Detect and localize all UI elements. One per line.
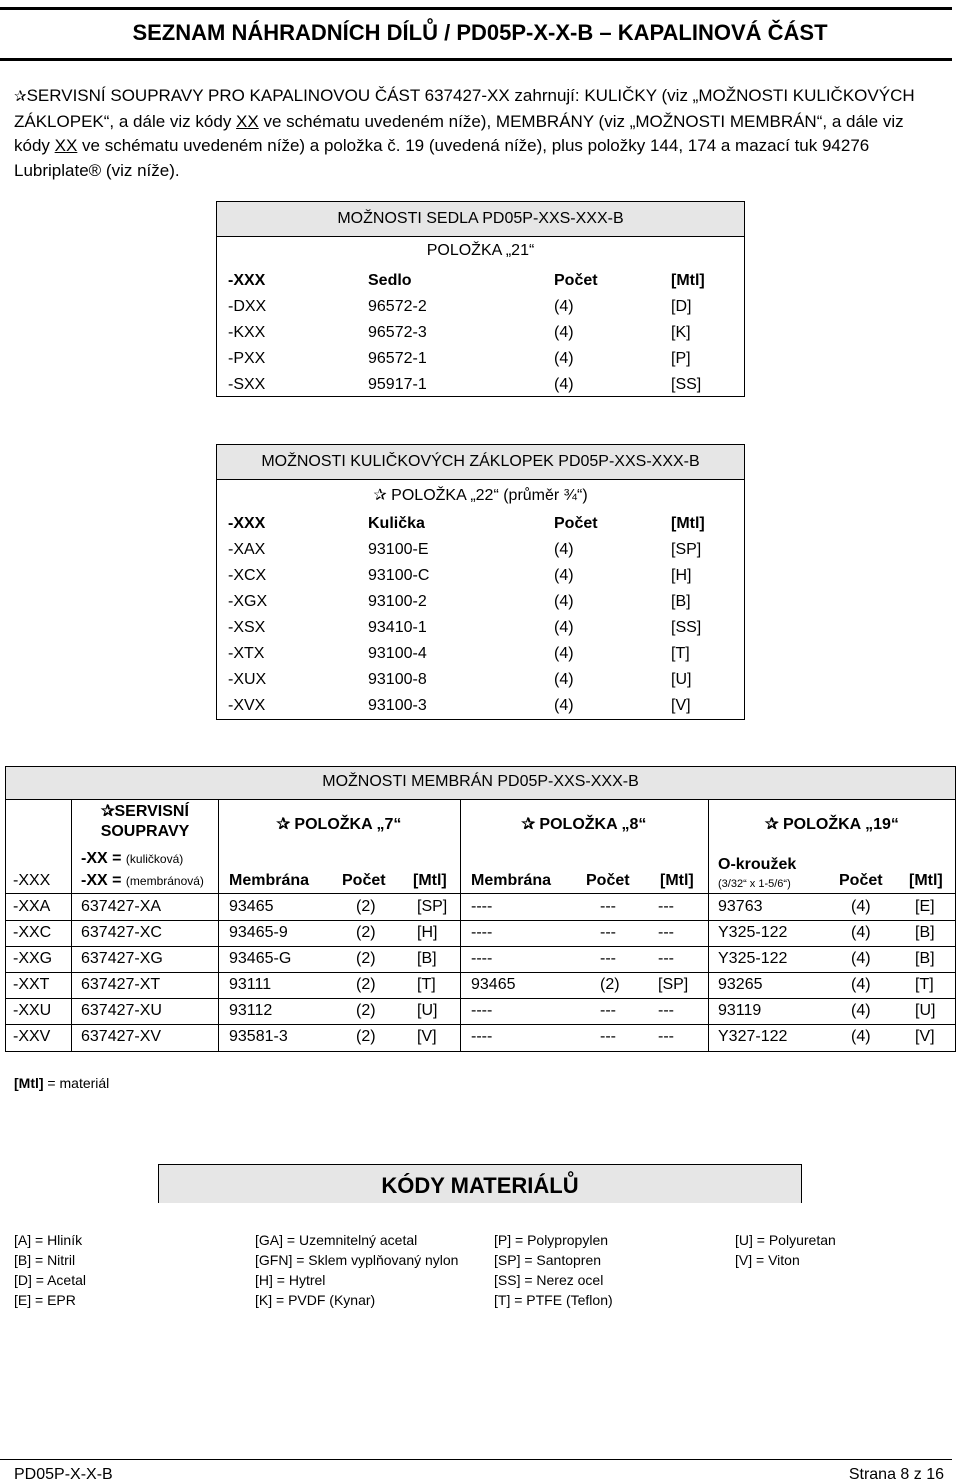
material-code-item: [K] = PVDF (Kynar) [255,1292,376,1308]
membrane-table-cell: (4) [851,976,871,993]
footer-rule [0,1459,952,1460]
membrane-table-cell: (4) [851,924,871,941]
page-title: SEZNAM NÁHRADNÍCH DÍLŮ / PD05P-X-X-B – KAPALINOVÁ ČÁST [132,20,828,45]
table-cell: [P] [671,350,691,367]
table-cell: -SXX [228,376,266,393]
intro-line-2: ZÁKLOPEK“, a dále viz kódy XX ve schématu uvedeném níže), MEMBRÁNY (viz „MOŽNOSTI MEMBRÁN“, a dále viz [14,111,904,131]
membrane-table-cell: 93465 [471,976,516,993]
table-row [217,589,744,615]
table-cell: 93100-C [368,567,430,584]
membrane-table-cell: ---- [471,898,493,915]
material-code-item: [P] = Polypropylen [494,1232,609,1248]
membrane-table-cell: --- [600,950,616,967]
count-header-19: Počet [839,872,883,889]
footer-model: PD05P-X-X-B [14,1466,113,1483]
material-code-item: [GA] = Uzemnitelný acetal [255,1232,418,1248]
membrane-table-cell: -XXT [13,976,50,993]
table-cell: 93410-1 [368,619,427,636]
table-row [217,641,744,667]
intro-line-3: kódy XX ve schématu uvedeném níže) a položka č. 19 (uvedená níže), plus položky 144, 174 a mazací tuk 94276 [14,136,870,155]
star-icon: ✰ [14,88,27,105]
membrane-table-cell: 93465 [229,898,274,915]
material-code-item: [SS] = Nerez ocel [494,1272,604,1288]
membrane-table-cell: --- [658,950,674,967]
table-row [217,537,744,563]
item-19-label: ✰ POLOŽKA „19“ [765,816,899,833]
table-cell: -XXX [228,515,266,532]
table-cell: 96572-1 [368,350,427,367]
item-8-label: ✰ POLOŽKA „8“ [521,816,647,833]
count-header-7: Počet [342,872,386,889]
table-cell: [V] [671,697,691,714]
membrane-table-cell: --- [600,924,616,941]
table-cell: -XCX [228,567,267,584]
mtl-header-8: [Mtl] [660,872,694,889]
table-cell: Sedlo [368,272,412,289]
table-cell: -XVX [228,697,266,714]
membrane-table-cell: 93763 [718,898,763,915]
table-cell: 93100-E [368,541,429,558]
membrane-table-cell: [U] [915,1002,936,1019]
membrane-table-cell: (2) [356,924,376,941]
table-cell: [Mtl] [671,272,705,289]
membrane-table-cell: [B] [417,950,437,967]
mtl-header-7: [Mtl] [413,872,447,889]
membrane-table-cell: 637427-XA [81,898,162,915]
membrane-table-cell: ---- [471,950,493,967]
intro-line-1: ✰SERVISNÍ SOUPRAVY PRO KAPALINOVOU ČÁST 637427-XX zahrnují: KULIČKY (viz „MOŽNOSTI KULIČKOVÝCH [14,86,915,105]
ball-options-table [216,444,745,720]
membrane-table-cell: [E] [915,898,935,915]
table-cell: -XAX [228,541,266,558]
material-code-item: [H] = Hytrel [255,1272,326,1288]
table-cell: (4) [554,697,574,714]
material-code-item: [SP] = Santopren [494,1252,602,1268]
membrane-table-cell: (4) [851,950,871,967]
material-code-item: [B] = Nitril [14,1252,76,1268]
membrane-table-cell: Y327-122 [718,1028,788,1045]
membrane-table-cell: -XXV [13,1028,51,1045]
table-row [217,667,744,693]
membrane-table-cell: 637427-XT [81,976,161,993]
header-rule-top [0,7,952,10]
membrane-table-cell: [T] [417,976,436,993]
table-cell: -XUX [228,671,267,688]
table-cell: -PXX [228,350,266,367]
membrane-table-cell: --- [658,898,674,915]
ball-options-subtitle: ✰ POLOŽKA „22“ (průměr ¾“) [373,487,588,504]
membrane-table-cell: [SP] [658,976,689,993]
table-cell: -XXX [228,272,266,289]
table-cell: -DXX [228,298,267,315]
membrane-options-table [5,766,956,1051]
membrane-table-cell: [B] [915,924,935,941]
oring-size: (3/32“ x 1-5/6“) [718,878,791,890]
material-codes-header [158,1164,802,1203]
table-cell: Počet [554,272,598,289]
membrane-table-cell: 93465-9 [229,924,288,941]
table-cell: [SS] [671,619,702,636]
table-cell: 93100-4 [368,645,427,662]
material-code-item: [A] = Hliník [14,1232,83,1248]
membrane-table-cell: (2) [356,950,376,967]
intro-paragraph [14,84,950,183]
membrane-table-cell: -XXA [13,898,51,915]
table-cell: (4) [554,298,574,315]
table-cell: [K] [671,324,691,341]
membrane-table-cell: 93265 [718,976,763,993]
service-kit-label: ✰SERVISNÍ SOUPRAVY [100,803,190,840]
membrane-options-title: MOŽNOSTI MEMBRÁN PD05P-XXS-XXX-B [322,773,639,790]
kit-note-ball: -XX = (kuličková) [81,850,184,867]
table-cell: -KXX [228,324,266,341]
table-row [217,563,744,589]
table-cell: -XGX [228,593,268,610]
table-cell: (4) [554,324,574,341]
membrane-table-cell: ---- [471,924,493,941]
table-header-row [217,511,744,537]
material-code-item: [D] = Acetal [14,1272,86,1288]
seat-options-subtitle: POLOŽKA „21“ [426,242,535,259]
page-header [0,0,960,56]
membrane-table-cell: Y325-122 [718,950,788,967]
table-cell: (4) [554,350,574,367]
count-header-8: Počet [586,872,630,889]
membrane-table-cell: (4) [851,898,871,915]
membrane-table-cell: (2) [356,1002,376,1019]
table-cell: (4) [554,619,574,636]
table-cell: (4) [554,645,574,662]
membrane-table-cell: (2) [356,976,376,993]
membrane-table-cell: [H] [417,924,438,941]
membrane-header-8: Membrána [471,872,552,889]
table-row [217,346,744,372]
table-cell: 93100-2 [368,593,427,610]
membrane-table-cell: --- [658,1002,674,1019]
membrane-table-cell: 93119 [718,1002,762,1019]
membrane-table-cell: (4) [851,1002,871,1019]
table-cell: 93100-8 [368,671,427,688]
table-row [217,372,744,398]
table-cell: [Mtl] [671,515,705,532]
membrane-table-cell: [T] [915,976,934,993]
table-cell: (4) [554,541,574,558]
membrane-table-cell: -XXU [13,1002,52,1019]
membrane-table-cell: Y325-122 [718,924,788,941]
oring-header: O-kroužek [718,856,797,873]
table-cell: (4) [554,671,574,688]
material-code-item: [GFN] = Sklem vyplňovaný nylon [255,1252,459,1268]
mtl-header-19: [Mtl] [909,872,943,889]
table-cell: (4) [554,376,574,393]
ball-options-title: MOŽNOSTI KULIČKOVÝCH ZÁKLOPEK PD05P-XXS-XXX-B [261,453,700,470]
membrane-table-cell: 93465-G [229,950,292,967]
mtl-footnote: [Mtl] = materiál [14,1075,110,1091]
table-cell: 93100-3 [368,697,427,714]
membrane-table-cell: [SP] [417,898,448,915]
material-code-item: [E] = EPR [14,1292,76,1308]
header-rule-bottom [0,58,952,61]
seat-options-table [216,201,745,397]
membrane-table-cell: (2) [600,976,620,993]
table-cell: [SS] [671,376,702,393]
material-codes-title: KÓDY MATERIÁLŮ [381,1173,579,1198]
membrane-table-cell: --- [658,1028,674,1045]
membrane-table-cell: ---- [471,1028,493,1045]
table-row [217,320,744,346]
material-code-item: [T] = PTFE (Teflon) [494,1292,613,1308]
table-cell: 96572-3 [368,324,427,341]
table-row [217,693,744,719]
table-header-row [217,268,744,294]
table-cell: Počet [554,515,598,532]
table-cell: [D] [671,298,692,315]
table-cell: -XSX [228,619,266,636]
membrane-table-cell: ---- [471,1002,493,1019]
membrane-table-cell: (4) [851,1028,871,1045]
table-cell: [SP] [671,541,702,558]
membrane-table-cell: 637427-XG [81,950,163,967]
membrane-table-cell: 637427-XV [81,1028,162,1045]
membrane-header-7: Membrána [229,872,310,889]
xxx-header: -XXX [13,872,51,889]
membrane-table-cell: -XXC [13,924,52,941]
membrane-table-cell: --- [600,898,616,915]
material-code-item: [V] = Viton [735,1252,800,1268]
table-row [217,294,744,320]
table-cell: Kulička [368,515,425,532]
membrane-table-cell: --- [600,1002,616,1019]
membrane-table-cell: 93111 [229,976,272,993]
footer-page-number: Strana 8 z 16 [848,1466,944,1483]
kit-note-membrane: -XX = (membránová) [81,872,204,889]
membrane-table-cell: 637427-XC [81,924,162,941]
seat-options-title: MOŽNOSTI SEDLA PD05P-XXS-XXX-B [337,210,624,227]
membrane-table-cell: [B] [915,950,935,967]
membrane-table-cell: -XXG [13,950,53,967]
membrane-table-cell: 93581-3 [229,1028,288,1045]
membrane-table-cell: --- [658,924,674,941]
table-cell: (4) [554,593,574,610]
membrane-table-cell: (2) [356,898,376,915]
table-cell: 95917-1 [368,376,427,393]
membrane-table-cell: 93112 [229,1002,273,1019]
table-cell: -XTX [228,645,265,662]
membrane-table-cell: [V] [915,1028,935,1045]
membrane-table-cell: [U] [417,1002,438,1019]
table-cell: [T] [671,645,690,662]
material-code-item: [U] = Polyuretan [735,1232,836,1248]
membrane-table-cell: (2) [356,1028,376,1045]
table-cell: (4) [554,567,574,584]
table-cell: [U] [671,671,692,688]
intro-line-4: Lubriplate® (viz níže). [14,160,180,180]
table-cell: [H] [671,567,692,584]
item-7-label: ✰ POLOŽKA „7“ [276,816,402,833]
membrane-table-cell: --- [600,1028,616,1045]
table-cell: 96572-2 [368,298,427,315]
membrane-table-cell: 637427-XU [81,1002,162,1019]
membrane-table-cell: [V] [417,1028,437,1045]
table-row [217,615,744,641]
table-cell: [B] [671,593,691,610]
